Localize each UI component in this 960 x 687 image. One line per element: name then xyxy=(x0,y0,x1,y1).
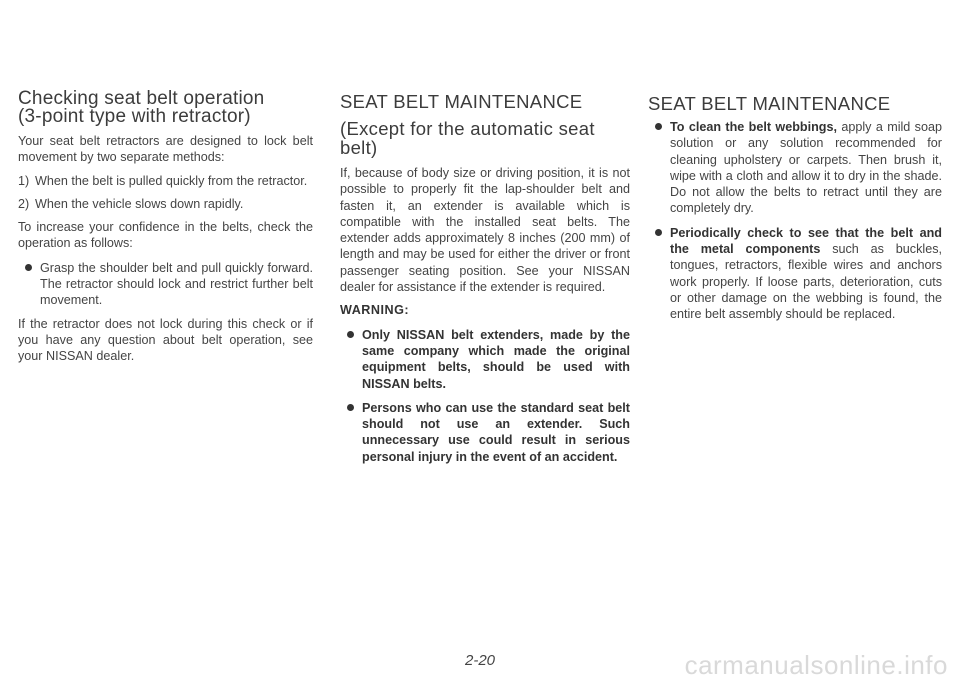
bullet-text: Grasp the shoulder belt and pull quickly forward. The retractor should lock and restrict further belt movement. xyxy=(40,260,313,308)
bullet-text xyxy=(670,225,942,323)
bullet-dot-icon xyxy=(648,225,670,323)
bullet-item xyxy=(18,260,313,309)
bullet-body: such as buckles, tongues, retractors, flexible wires and anchors work properly. If loose parts, deterioration, cuts or other damage on the webbing is found, the entire belt assembly should be replaced. xyxy=(670,242,942,322)
bullet-dot-icon xyxy=(340,327,362,392)
numbered-item-2 xyxy=(18,196,313,212)
bullet-dot-icon xyxy=(18,260,40,309)
section-heading: SEAT BELT MAINTENANCE xyxy=(648,93,891,114)
section-heading: SEAT BELT MAINTENANCE xyxy=(340,91,583,112)
bullet-bold-lead: To clean the belt webbings, xyxy=(670,120,837,134)
bullet-dot-icon xyxy=(648,119,670,217)
bullet-body: apply a mild soap solution or any solution recommended for cleaning upholstery or carpets. Then brush it, wipe with a cloth and allow it to dry in the shade. Do not allow the belts to retract until they are completely dry. xyxy=(670,120,942,216)
item-number: 1) xyxy=(18,173,30,188)
warning-text: Only NISSAN belt extenders, made by the same company which made the original equipment belts, should be used with NISSAN belts. xyxy=(362,327,630,391)
column-maintenance-cleaning xyxy=(648,94,942,323)
section-heading xyxy=(18,90,313,126)
item-number: 2) xyxy=(18,196,30,211)
extender-paragraph: If, because of body size or driving position, it is not possible to properly fit the lap-shoulder belt and fasten it, an extender is available which is compatible with the installed seat belts. The extender adds approximately 8 inches (200 mm) of length and may be used for either the driver or front passenger seating position. See your NISSAN dealer for assistance if the extender is required. xyxy=(340,166,630,295)
watermark: carmanualsonline.info xyxy=(684,650,948,680)
warning-text: Persons who can use the standard seat belt should not use an extender. Such unnecessary use could result in serious personal injury in the event of an accident. xyxy=(362,400,630,464)
item-text: When the vehicle slows down rapidly. xyxy=(35,196,244,211)
cleaning-bullet xyxy=(648,119,942,217)
numbered-item-1 xyxy=(18,173,313,189)
column-maintenance-extender xyxy=(340,92,630,465)
bullet-dot-icon xyxy=(340,400,362,465)
section-subheading: (Except for the automatic seat belt) xyxy=(340,118,595,158)
bullet-bold-lead: Periodically check to see that the belt and the metal components xyxy=(670,225,942,257)
page-number: 2-20 xyxy=(465,652,496,669)
increase-confidence-paragraph: To increase your confidence in the belts, check the operation as follows: xyxy=(18,220,313,251)
warning-bullet-2 xyxy=(340,400,630,465)
warning-label: WARNING: xyxy=(340,303,410,318)
column-seat-belt-operation xyxy=(18,90,313,365)
heading-line-1: Checking seat belt operation xyxy=(18,88,265,109)
heading-line-2: (3-point type with retractor) xyxy=(18,106,251,127)
warning-bullet-1 xyxy=(340,327,630,392)
closing-paragraph: If the retractor does not lock during this check or if you have any question about belt operation, see your NISSAN dealer. xyxy=(18,316,313,364)
intro-paragraph: Your seat belt retractors are designed to lock belt movement by two separate methods: xyxy=(18,134,313,165)
bullet-text xyxy=(670,119,942,217)
item-text: When the belt is pulled quickly from the retractor. xyxy=(35,173,308,188)
inspection-bullet xyxy=(648,225,942,323)
